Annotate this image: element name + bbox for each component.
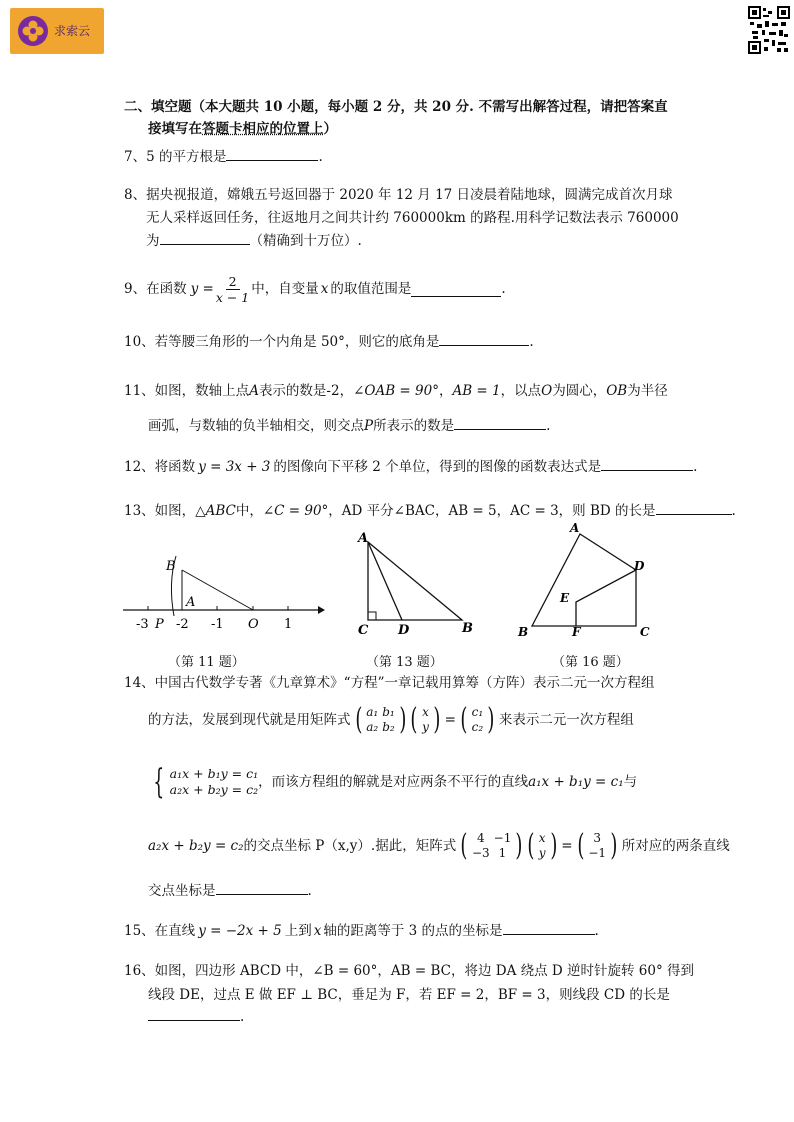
question-14-line2: 的方法，发展到现代就是用矩阵式 ( a₁ a₂ b₁ b₂ ) ( x y ) = ( c₁ c₂ ) 来表示二元一次方程组 [148, 702, 634, 737]
fig16-label-E: E [560, 591, 570, 605]
figure-11-number-line [118, 548, 328, 638]
tick-label: 1 [284, 617, 293, 632]
answer-blank-9[interactable] [411, 282, 501, 297]
logo-flower-icon [18, 16, 48, 46]
answer-blank-15[interactable] [503, 920, 595, 935]
fig13-label-C: C [358, 623, 369, 638]
question-14-line3: { a₁x + b₁y = c₁ a₂x + b₂y = c₂ ，而该方程组的解就是对应两条不平行的直线 a₁x + b₁y = c₁ 与 [148, 762, 637, 802]
question-14-line1: 14、中国古代数学专著《九章算术》“方程”一章记载用算筹（方阵）表示二元一次方程组 [124, 675, 655, 691]
tick-label: -2 [176, 617, 189, 632]
tick-label: -3 [136, 617, 149, 632]
segment-AD [368, 542, 402, 620]
fig11-label-P: P [155, 617, 164, 632]
fig16-label-B: B [518, 625, 529, 639]
answer-blank-10[interactable] [439, 331, 529, 346]
question-14-line5: 交点坐标是 . [148, 880, 312, 900]
question-8-line1: 8、据央视报道，嫦娥五号返回器于 2020 年 12 月 17 日凌晨着陆地球，圆满完成首次月球 [124, 187, 673, 203]
fig11-label-O: O [248, 617, 259, 632]
answer-blank-8[interactable] [160, 230, 250, 245]
answer-blank-11[interactable] [454, 415, 546, 430]
question-12: 12、将函数 y = 3x + 3 的图像向下平移 2 个单位，得到的图像的函数表达式是 . [124, 456, 697, 476]
equation-system: { a₁x + b₁y = c₁ a₂x + b₂y = c₂ [153, 762, 259, 802]
matrix-coefficients: ( a₁ a₂ b₁ b₂ ) ( x y ) = ( c₁ c₂ ) [354, 702, 495, 737]
figure-11-caption: （第 11 题） [168, 655, 245, 670]
question-9: 9、在函数 y = $\frac{2}{x - 1}$ 中，自变量 x 的取值范围是 . [124, 273, 506, 305]
fig13-label-B: B [462, 621, 473, 636]
triangle-ABC [368, 542, 462, 620]
tick-label: -1 [211, 617, 224, 632]
fig16-label-D: D [634, 559, 645, 573]
quadrilateral-ABCD [532, 534, 636, 626]
question-15: 15、在直线 y = −2x + 5 上到 x 轴的距离等于 3 的点的坐标是 . [124, 920, 599, 940]
fig11-label-B: B [166, 559, 176, 574]
answer-blank-7[interactable] [226, 146, 318, 161]
qr-code-icon [748, 6, 790, 54]
fig13-label-A: A [358, 531, 369, 546]
figure-16-quadrilateral [512, 520, 662, 642]
axis-arrow-icon [318, 606, 325, 614]
question-8-line2: 无人采样返回任务，往返地月之间共计约 760000km 的路程.用科学记数法表示 760000 [146, 210, 679, 226]
segments-DE-EF [576, 570, 636, 626]
question-16-line3: . [148, 1006, 244, 1026]
question-13: 13、如图，△ABC中，∠C = 90°，AD 平分∠BAC，AB = 5，AC = 3，则 BD 的长是 . [124, 500, 736, 520]
question-16-line1: 16、如图，四边形 ABCD 中，∠B = 60°，AB = BC，将边 DA 绕点 D 逆时针旋转 60° 得到 [124, 963, 695, 979]
question-10: 10、若等腰三角形的一个内角是 50°，则它的底角是 . [124, 331, 534, 351]
question-7: 7、5 的平方根是 . [124, 146, 323, 166]
answer-blank-13[interactable] [656, 500, 732, 515]
matrix-numeric: ( 4 −3 −1 1 ) ( x y ) = ( 3 −1 ) [460, 828, 618, 863]
answer-blank-12[interactable] [601, 456, 693, 471]
right-angle-mark [368, 612, 376, 620]
section-title-line2: 接填写在答题卡相应的位置上） [148, 121, 337, 137]
answer-blank-14[interactable] [216, 880, 308, 895]
section-title-line1: 二、填空题（本大题共 10 小题，每小题 2 分，共 20 分. 不需写出解答过程，请把答案直 [124, 99, 668, 115]
fraction: $\frac{2}{x - 1}$ [215, 273, 250, 305]
question-11-line1: 11、如图，数轴上点A表示的数是-2，∠OAB = 90°，AB = 1，以点O为圆心，OB为半径 [124, 383, 668, 399]
fig16-label-F: F [572, 625, 581, 639]
figure-13-triangle [350, 528, 480, 640]
logo-text: 求索云 [54, 24, 91, 38]
answer-blank-16[interactable] [148, 1006, 240, 1021]
question-16-line2: 线段 DE，过点 E 做 EF ⊥ BC，垂足为 F，若 EF = 2，BF = 3，则线段 CD 的长是 [148, 987, 670, 1003]
fig13-label-D: D [398, 623, 410, 638]
brand-logo [10, 8, 104, 54]
question-8-line3: 为 （精确到十万位）. [146, 230, 362, 250]
question-14-line4: a₂x + b₂y = c₂ 的交点坐标 P（x,y）.据此，矩阵式 ( 4 −3 −1 1 ) ( x y ) = ( 3 −1 ) 所对应的两条直线 [148, 828, 730, 863]
fig16-label-C: C [640, 625, 650, 639]
question-11-line2: 画弧，与数轴的负半轴相交，则交点P所表示的数是 . [148, 415, 550, 435]
figure-13-caption: （第 13 题） [366, 655, 443, 670]
figure-16-caption: （第 16 题） [552, 655, 629, 670]
fig11-label-A: A [186, 595, 196, 610]
fig16-label-A: A [570, 521, 580, 535]
